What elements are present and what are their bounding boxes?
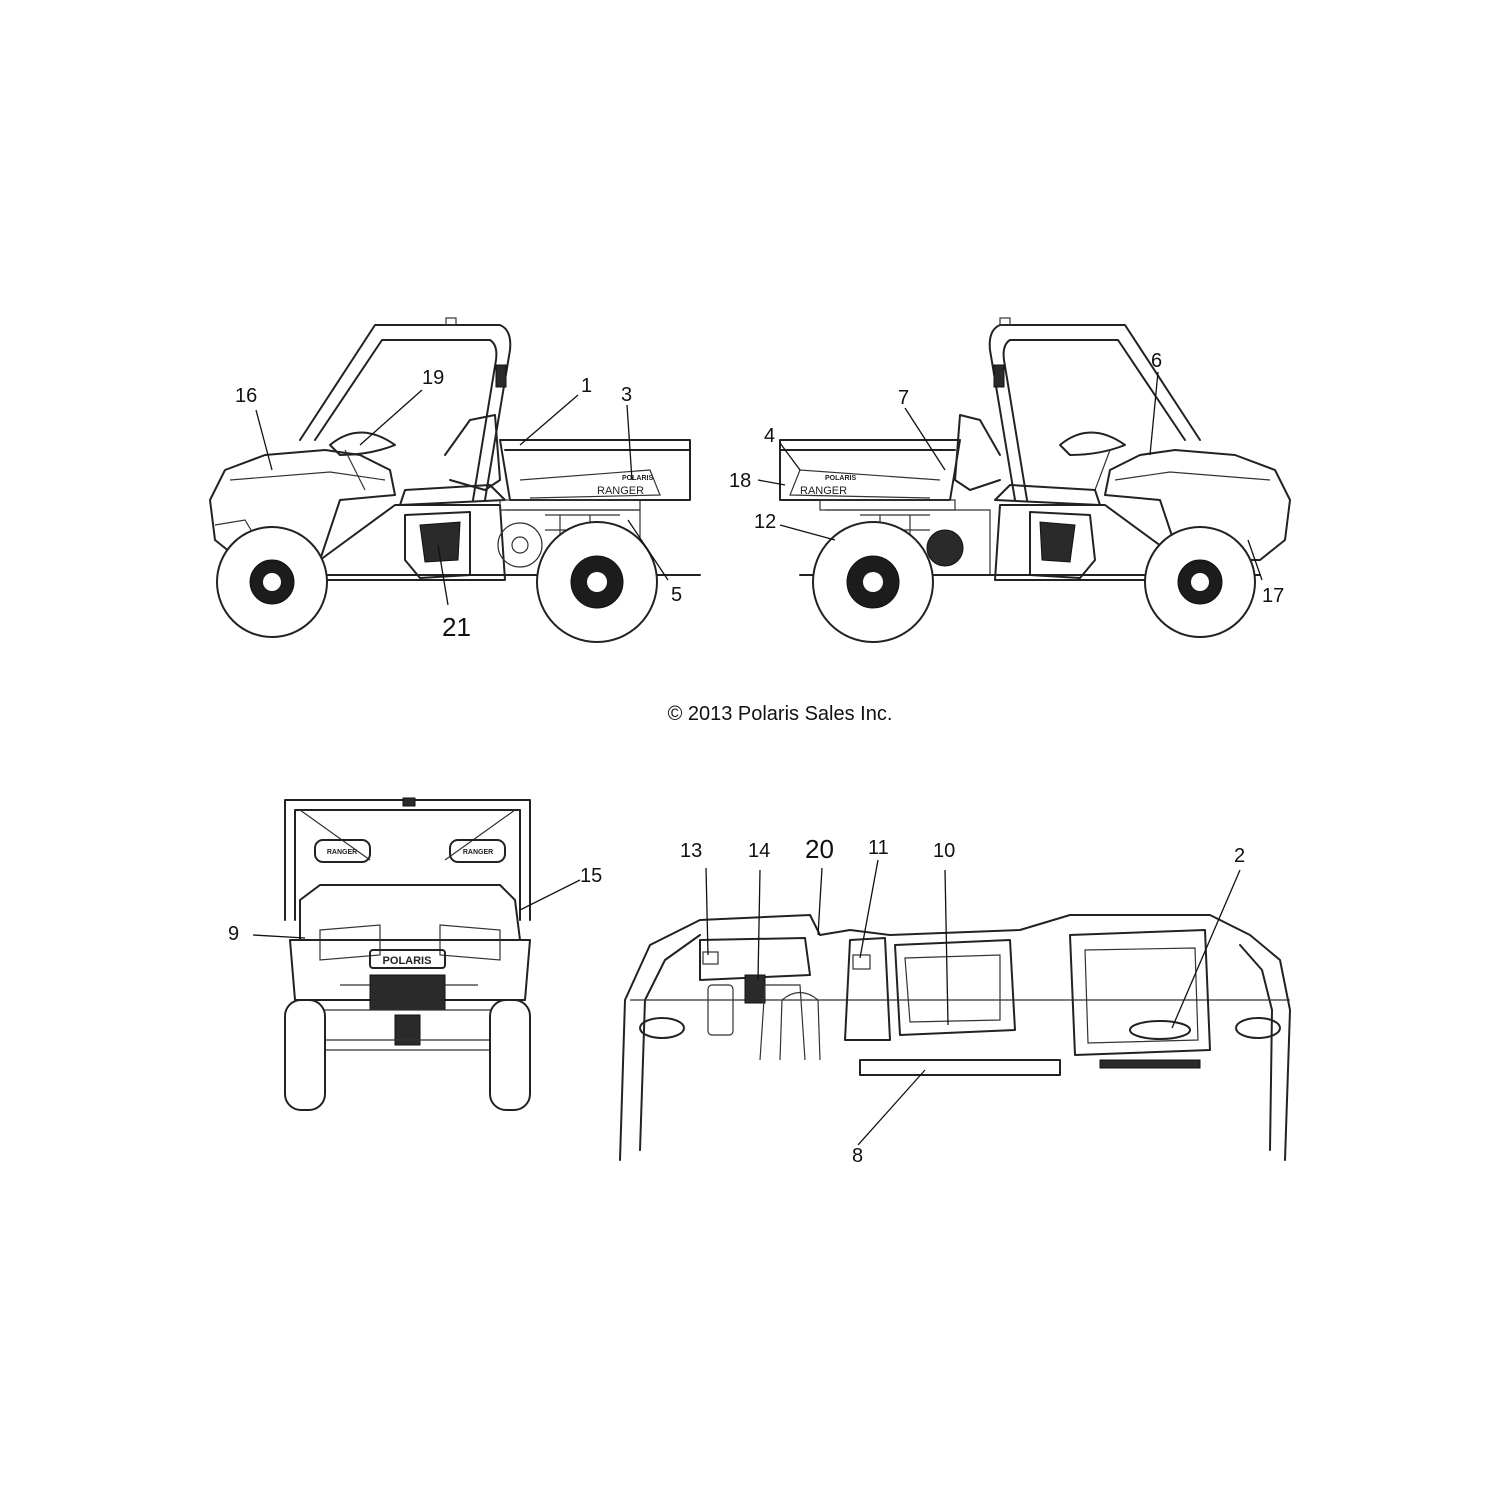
decal-ranger-left: RANGER xyxy=(597,485,645,497)
callout-2: 2 xyxy=(1234,845,1246,867)
decal-headrest-left: RANGER xyxy=(326,849,358,856)
decal-ranger-right: RANGER xyxy=(800,485,848,497)
callout-18: 18 xyxy=(729,470,752,492)
callout-21: 21 xyxy=(442,612,471,642)
vehicle-front-view xyxy=(285,798,530,1110)
callout-19: 19 xyxy=(422,367,445,389)
callout-9: 9 xyxy=(228,923,240,945)
callout-8: 8 xyxy=(852,1145,864,1167)
callout-3: 3 xyxy=(621,384,633,406)
callout-4: 4 xyxy=(764,425,776,447)
callout-14: 14 xyxy=(748,840,771,862)
callout-1: 1 xyxy=(581,375,593,397)
callout-16: 16 xyxy=(235,385,258,407)
callout-17: 17 xyxy=(1262,585,1285,607)
decal-polaris-right: POLARIS xyxy=(825,475,857,482)
callout-12: 12 xyxy=(754,511,777,533)
callout-11: 11 xyxy=(868,837,889,859)
vehicle-left-side-view xyxy=(210,318,700,642)
copyright-text: © 2013 Polaris Sales Inc. xyxy=(667,703,893,725)
decal-polaris-front: POLARIS xyxy=(382,955,432,967)
callout-5: 5 xyxy=(671,584,683,606)
vehicle-right-side-view xyxy=(780,318,1290,642)
callout-7: 7 xyxy=(898,387,910,409)
callout-13: 13 xyxy=(680,840,703,862)
dash-panel-view xyxy=(620,915,1290,1160)
decal-polaris-left: POLARIS xyxy=(622,475,654,482)
callout-10: 10 xyxy=(933,840,956,862)
decal-headrest-right: RANGER xyxy=(462,849,494,856)
callouts xyxy=(228,350,1284,1167)
callout-15: 15 xyxy=(580,865,603,887)
callout-20: 20 xyxy=(805,834,834,864)
callout-6: 6 xyxy=(1151,350,1163,372)
